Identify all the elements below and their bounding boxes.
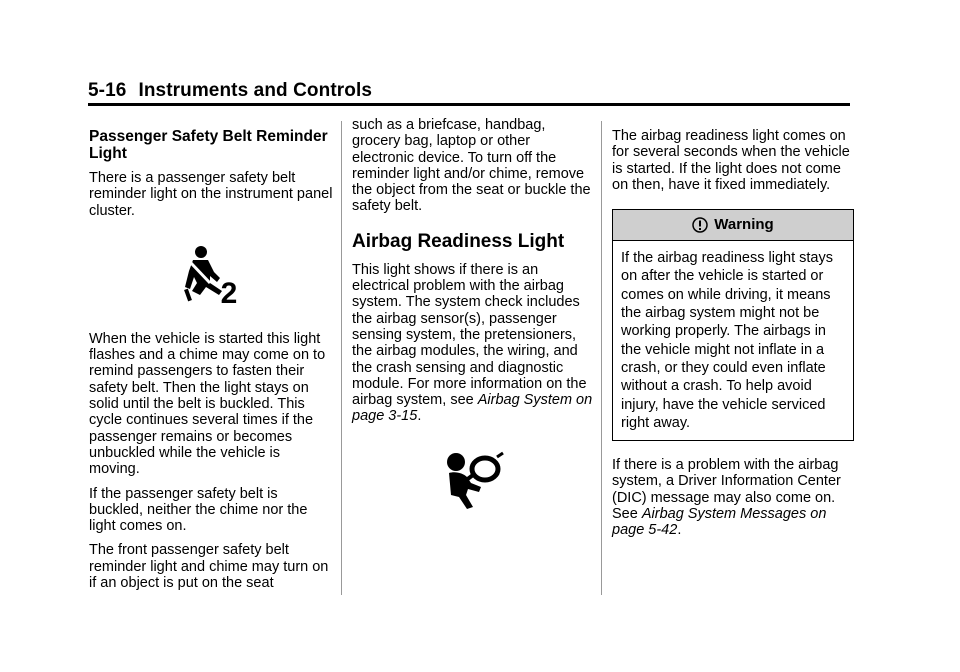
- airbag-readiness-icon: [441, 451, 507, 509]
- warning-title: Warning: [714, 216, 774, 234]
- warning-box: [612, 209, 854, 441]
- warning-icon: [692, 217, 708, 233]
- column-divider-2: [601, 121, 602, 595]
- page-number: 5-16: [88, 80, 127, 101]
- safety-belt-heading: Passenger Safety Belt Reminder Light: [89, 128, 328, 162]
- airbag-messages-link[interactable]: Airbag System Messages on page 5-42: [612, 506, 827, 539]
- column-1: [89, 128, 334, 599]
- warning-text: If the airbag readiness light stays on after the vehicle is started or comes on while driving, it means the airbag system might not be working properly. The airbags in the vehicle might not inflate in a crash, or they could even inflate without a crash. To help avoid injury, have the vehicle serviced right away.: [621, 250, 833, 431]
- col1-paragraph-4: The front passenger safety belt reminder light and chime may turn on if an object is put on the seat: [89, 542, 329, 592]
- col3-p2-text: If there is a problem with the airbag system, a Driver Information Center (DIC) message may also come on. See: [612, 457, 841, 523]
- col2-p2-end: .: [417, 408, 422, 425]
- header-title: [88, 80, 850, 102]
- page-header: [88, 80, 850, 102]
- col3-paragraph-1: The airbag readiness light comes on for several seconds when the vehicle is started. If the light does not come on then, have it fixed immediately.: [612, 128, 850, 193]
- column-divider-1: [341, 121, 342, 595]
- col2-p2-text: This light shows if there is an electrical problem with the airbag system. The system check includes the airbag sensor(s), passenger sensing system, the pretensioners, the airbag modules, the wiring, and the crash sensing and diagnostic module. For more information on the airbag system, see: [352, 261, 587, 409]
- col2-paragraph-1: such as a briefcase, handbag, grocery bag, laptop or other electronic device. To turn off the reminder light and/or chime, remove the object from the seat or buckle the safety belt.: [352, 117, 591, 215]
- airbag-system-link[interactable]: Airbag System on page 3-15: [352, 392, 593, 425]
- column-3: [612, 128, 854, 547]
- col1-paragraph-3: If the passenger safety belt is buckled, neither the chime nor the light comes on.: [89, 485, 308, 535]
- belt-icon-number: 2: [220, 276, 237, 305]
- passenger-seatbelt-icon: [180, 245, 244, 305]
- passenger-belt-icon-wrap: [89, 245, 334, 305]
- warning-header: [613, 210, 853, 241]
- airbag-icon-wrap: [352, 451, 595, 509]
- section-title: Instruments and Controls: [138, 80, 373, 101]
- col3-paragraph-2: [612, 457, 854, 538]
- col1-paragraph-1: There is a passenger safety belt reminder light on the instrument panel cluster.: [89, 170, 333, 219]
- column-2: [352, 117, 595, 509]
- header-rule: [88, 103, 850, 106]
- col2-paragraph-2: [352, 262, 595, 425]
- col3-p2-end: .: [677, 522, 682, 539]
- airbag-readiness-heading: Airbag Readiness Light: [352, 230, 565, 252]
- col1-paragraph-2: When the vehicle is started this light flashes and a chime may come on to remind passengers to fasten their safety belt. Then the light stays on solid until the belt is buckled. This cycle continues several times if the passenger remains or becomes unbuckled while the vehicle is moving.: [89, 330, 326, 478]
